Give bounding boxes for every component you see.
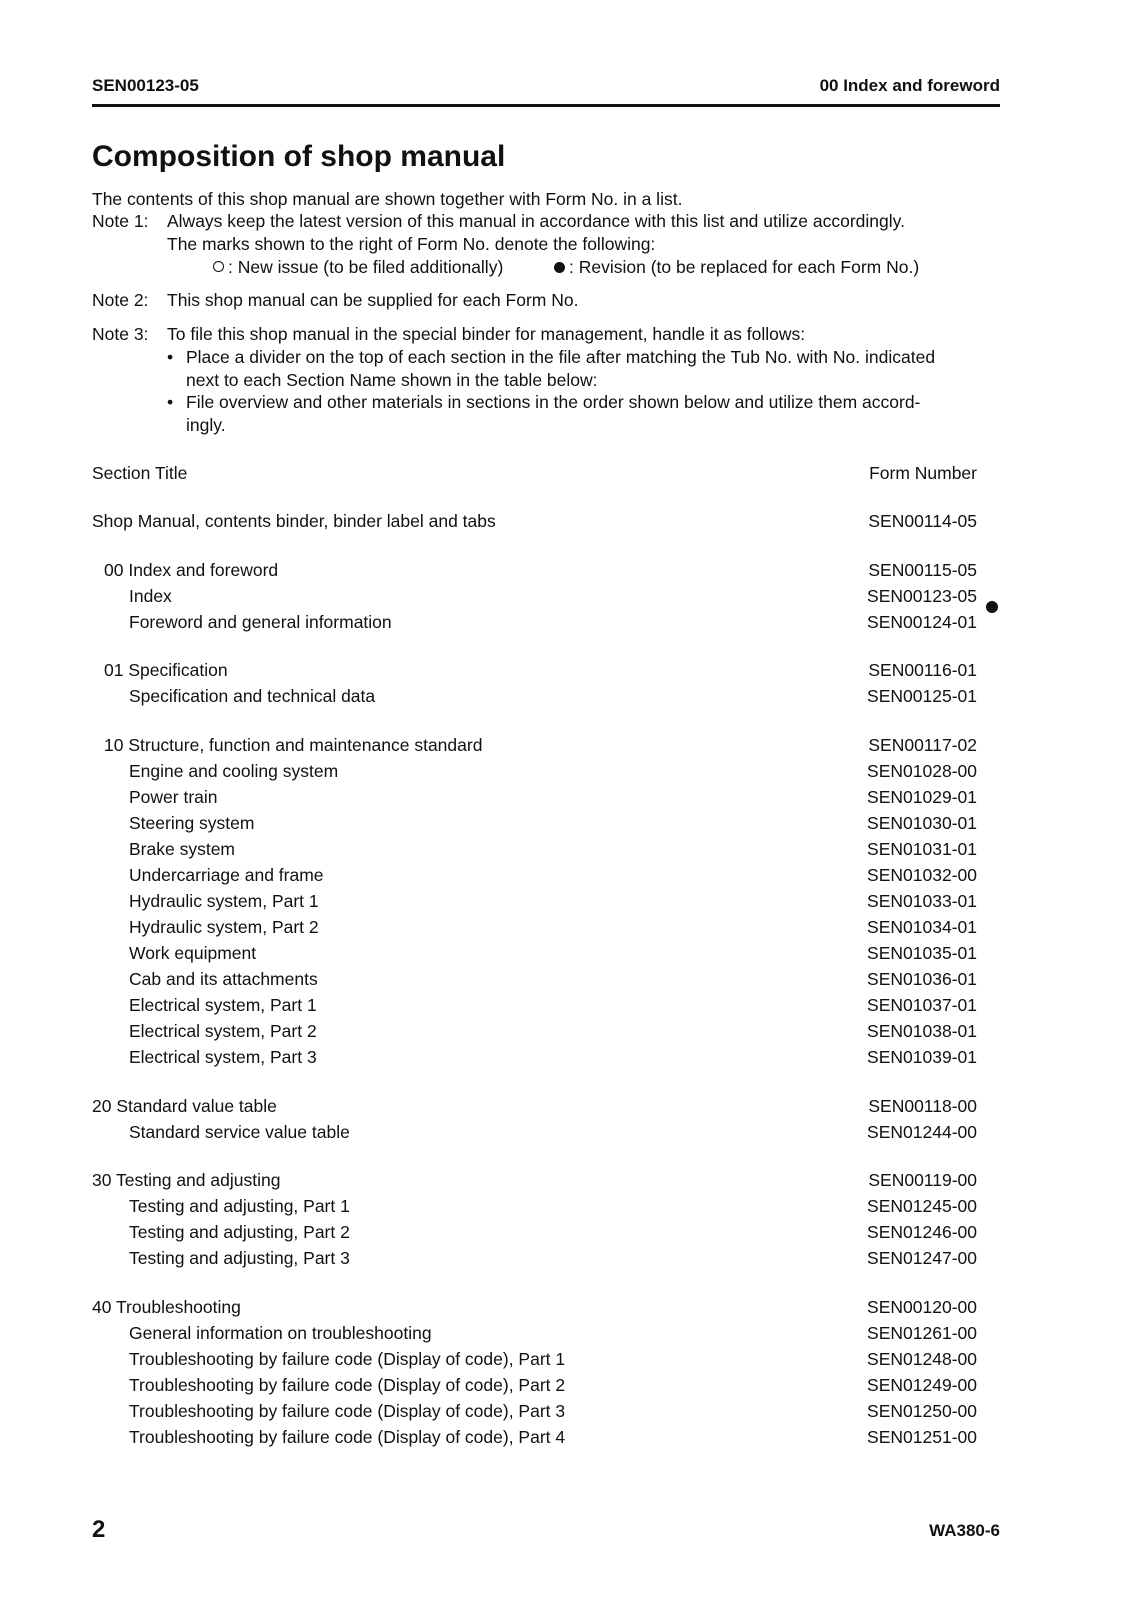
- section-row-title: General information on troubleshooting: [129, 1323, 432, 1343]
- section-row-title: Steering system: [129, 813, 255, 833]
- section-row-title: Troubleshooting by failure code (Display of code), Part 4: [129, 1427, 566, 1447]
- section-row-form: SEN01035-01: [867, 943, 977, 963]
- section-row-form: SEN01246-00: [867, 1222, 977, 1242]
- mark-new-issue: [213, 256, 503, 279]
- page-number: 2: [92, 1516, 106, 1543]
- note1-label: Note 1:: [92, 211, 149, 231]
- bullet-1-line1: Place a divider on the top of each section in the file after matching the Tub No. with No. indicated: [186, 347, 936, 367]
- section-row-form: SEN01245-00: [867, 1196, 977, 1216]
- section-row-form: SEN00124-01: [867, 612, 977, 632]
- section-row-form: SEN00115-05: [868, 560, 977, 580]
- section-row-title: 40 Troubleshooting: [92, 1297, 241, 1317]
- section-row-title: 00 Index and foreword: [104, 560, 279, 580]
- section-row-form: SEN01261-00: [867, 1323, 977, 1343]
- section-row-form: SEN01251-00: [867, 1427, 977, 1447]
- section-row-form: SEN01032-00: [867, 865, 977, 885]
- section-row-title: Testing and adjusting, Part 1: [129, 1196, 350, 1216]
- header-form-number: SEN00123-05: [92, 76, 199, 95]
- section-row-form: SEN00118-00: [868, 1096, 977, 1116]
- section-row-form: SEN01036-01: [867, 969, 977, 989]
- intro-text: The contents of this shop manual are shown together with Form No. in a list.: [92, 189, 683, 209]
- section-row-form: SEN01028-00: [867, 761, 977, 781]
- note3-text: To file this shop manual in the special binder for management, handle it as follows:: [167, 324, 806, 344]
- section-row-title: Troubleshooting by failure code (Display of code), Part 3: [129, 1401, 566, 1421]
- section-row-form: SEN00120-00: [867, 1297, 977, 1317]
- revision-mark-icon: [986, 601, 998, 613]
- note1-line1: Always keep the latest version of this manual in accordance with this list and utilize accordingly.: [167, 211, 905, 231]
- section-row-title: Testing and adjusting, Part 3: [129, 1248, 350, 1268]
- section-row-form: SEN01244-00: [867, 1122, 977, 1142]
- section-row-form: SEN01037-01: [867, 995, 977, 1015]
- section-row-title: Troubleshooting by failure code (Display of code), Part 2: [129, 1375, 566, 1395]
- section-row-title: Electrical system, Part 3: [129, 1047, 317, 1067]
- section-row-title: 10 Structure, function and maintenance standard: [104, 735, 483, 755]
- model-name: WA380-6: [929, 1521, 1000, 1540]
- header-rule: [92, 104, 1000, 107]
- section-row-title: Troubleshooting by failure code (Display of code), Part 1: [129, 1349, 566, 1369]
- section-row-form: SEN01250-00: [867, 1401, 977, 1421]
- note2-text: This shop manual can be supplied for each Form No.: [167, 290, 579, 310]
- section-row-title: 01 Specification: [104, 660, 228, 680]
- section-row-title: Shop Manual, contents binder, binder label and tabs: [92, 511, 496, 531]
- header-section-name: 00 Index and foreword: [819, 76, 1000, 95]
- section-row-title: 30 Testing and adjusting: [92, 1170, 281, 1190]
- section-row-title: Power train: [129, 787, 218, 807]
- section-row-form: SEN01248-00: [867, 1349, 977, 1369]
- bullet-1-marker: •: [167, 347, 174, 367]
- section-row-form: SEN00116-01: [868, 660, 977, 680]
- section-row-title: Brake system: [129, 839, 235, 859]
- section-row-title: Engine and cooling system: [129, 761, 339, 781]
- section-row-title: Work equipment: [129, 943, 257, 963]
- section-row-form: SEN01031-01: [867, 839, 977, 859]
- section-row-title: Specification and technical data: [129, 686, 376, 706]
- section-row-form: SEN01039-01: [867, 1047, 977, 1067]
- section-row-form: SEN01038-01: [867, 1021, 977, 1041]
- section-row-title: Testing and adjusting, Part 2: [129, 1222, 350, 1242]
- note3-label: Note 3:: [92, 324, 149, 344]
- column-header-section-title: Section Title: [92, 463, 188, 483]
- section-row-form: SEN00123-05: [867, 586, 977, 606]
- mark-new-label: : New issue (to be filed additionally): [228, 257, 504, 277]
- section-row-title: Foreword and general information: [129, 612, 392, 632]
- section-row-title: Standard service value table: [129, 1122, 350, 1142]
- mark-revision-label: : Revision (to be replaced for each Form No.): [569, 257, 920, 277]
- mark-revision: [554, 256, 919, 279]
- column-header-form-number: Form Number: [869, 463, 977, 483]
- note1-line2: The marks shown to the right of Form No. denote the following:: [167, 234, 656, 254]
- bullet-2-line2: ingly.: [186, 415, 226, 435]
- section-row-form: SEN01033-01: [867, 891, 977, 911]
- section-row-title: Hydraulic system, Part 2: [129, 917, 319, 937]
- section-row-form: SEN01030-01: [867, 813, 977, 833]
- section-row-title: Index: [129, 586, 172, 606]
- section-row-title: 20 Standard value table: [92, 1096, 277, 1116]
- note2-label: Note 2:: [92, 290, 149, 310]
- section-row-title: Cab and its attachments: [129, 969, 318, 989]
- bullet-2-marker: •: [167, 392, 174, 412]
- section-row-form: SEN01029-01: [867, 787, 977, 807]
- section-row-form: SEN00125-01: [867, 686, 977, 706]
- section-row-title: Electrical system, Part 1: [129, 995, 317, 1015]
- section-row-form: SEN01247-00: [867, 1248, 977, 1268]
- bullet-1-line2: next to each Section Name shown in the table below:: [186, 370, 598, 390]
- page-title: Composition of shop manual: [92, 140, 506, 173]
- bullet-2-line1: File overview and other materials in sections in the order shown below and utilize them accord-: [186, 392, 921, 412]
- section-row-form: SEN00117-02: [868, 735, 977, 755]
- section-row-form: SEN00119-00: [868, 1170, 977, 1190]
- section-row-title: Hydraulic system, Part 1: [129, 891, 319, 911]
- section-row-form: SEN00114-05: [868, 511, 977, 531]
- filled-circle-icon: [554, 262, 565, 273]
- section-row-title: Undercarriage and frame: [129, 865, 324, 885]
- open-circle-icon: [213, 261, 224, 272]
- section-row-title: Electrical system, Part 2: [129, 1021, 317, 1041]
- section-row-form: SEN01034-01: [867, 917, 977, 937]
- section-row-form: SEN01249-00: [867, 1375, 977, 1395]
